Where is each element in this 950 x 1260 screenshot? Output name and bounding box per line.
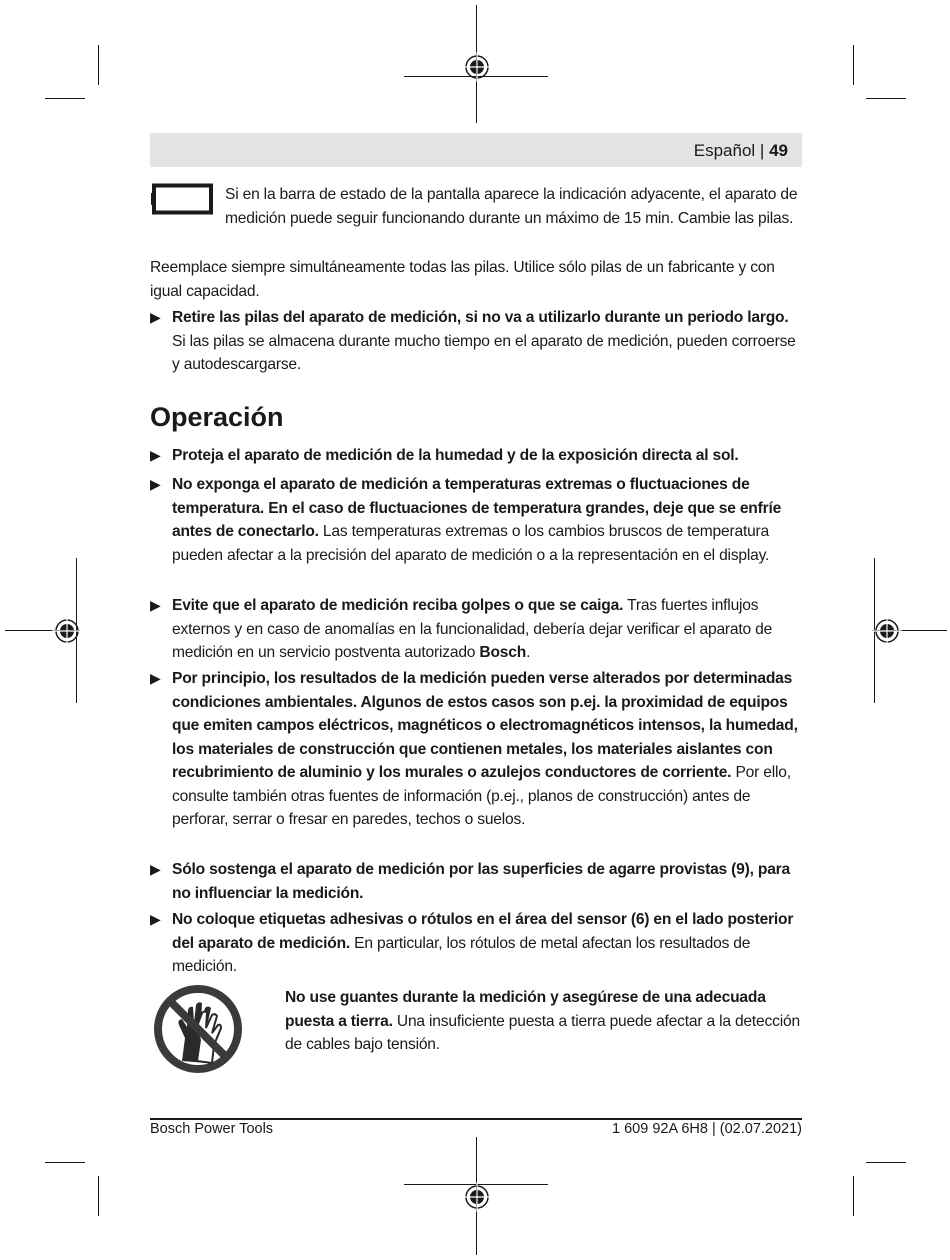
- footer-publisher: Bosch Power Tools: [150, 1121, 274, 1137]
- header-separator: |: [759, 141, 765, 160]
- list-item: [150, 908, 802, 979]
- list-item: [150, 858, 802, 905]
- bullet-text: Las temperaturas extremas o los cambios bruscos de temperatura pueden afectar a la precisión del aparato de medición o a la representación en el display.: [172, 523, 770, 564]
- section-title: Operación: [150, 402, 284, 432]
- crop-mark: [45, 1162, 85, 1163]
- registration-mark-right: [872, 616, 902, 646]
- gloves-note-body: Una insuficiente puesta a tierra puede afectar a la detección de cables bajo tensión.: [285, 1012, 800, 1053]
- bullet-text: En particular, los rótulos de metal afectan los resultados de medición.: [172, 934, 751, 975]
- list-item: [150, 594, 802, 665]
- bullet-bold-text: Sólo sostenga el aparato de medición por las superficies de agarre provistas (9), para no influenciar la medición.: [172, 861, 791, 902]
- list-item: [150, 444, 802, 468]
- crop-mark: [853, 1176, 854, 1216]
- crop-mark: [853, 45, 854, 85]
- battery-empty-icon: [151, 183, 215, 215]
- no-gloves-icon: [152, 983, 244, 1075]
- crop-mark: [98, 45, 99, 85]
- list-item: [150, 473, 802, 567]
- bullet-arrow-icon: ▶: [150, 861, 161, 877]
- registration-mark-left: [52, 616, 82, 646]
- crop-mark: [866, 98, 906, 99]
- crop-mark: [98, 1176, 99, 1216]
- crop-mark: [45, 98, 85, 99]
- header-language: Español: [693, 141, 756, 160]
- list-item: [150, 667, 802, 832]
- bullet-arrow-icon: ▶: [150, 309, 161, 325]
- crop-mark: [866, 1162, 906, 1163]
- header-text: [694, 141, 788, 161]
- brand-name: Bosch: [479, 644, 527, 661]
- bullet-text: Tras fuertes influjos externos y en caso de anomalías en la funcionalidad, debería dejar verificar el aparato de medición en un servicio postventa autorizado: [172, 597, 773, 661]
- bullet-bold-text: No coloque etiquetas adhesivas o rótulos en el área del sensor (6) en el lado posterior del aparato de medición.: [172, 911, 794, 952]
- bullet-bold-text: No exponga el aparato de medición a temperaturas extremas o fluctuaciones de temperatura. En el caso de fluctuaciones de temperatura grandes, deje que se enfríe antes de conectarlo.: [172, 476, 782, 540]
- bullet-arrow-icon: ▶: [150, 476, 161, 492]
- bullet-bold-text: Proteja el aparato de medición de la humedad y de la exposición directa al sol.: [172, 447, 739, 464]
- footer-document-id: 1 609 92A 6H8 | (02.07.2021): [612, 1121, 802, 1137]
- bullet-text: .: [526, 644, 531, 661]
- bullet-arrow-icon: ▶: [150, 670, 161, 686]
- bullet-bold-text: Evite que el aparato de medición reciba golpes o que se caiga.: [172, 597, 624, 614]
- page-header: [150, 133, 802, 167]
- bullet-text: Si las pilas se almacena durante mucho tiempo en el aparato de medición, pueden corroerse y autodescargarse.: [172, 332, 796, 373]
- registration-mark-top: [462, 52, 492, 82]
- bullet-bold-text: Retire las pilas del aparato de medición, si no va a utilizarlo durante un periodo largo.: [172, 309, 789, 326]
- bullet-bold-text: Por principio, los resultados de la medición pueden verse alterados por determinadas condiciones ambientales. Algunos de estos casos son p.ej. la proximidad de equipos que emiten campos eléctricos, magnéticos o electromagnéticos intensos, la humedad, los materiales de construcción que contienen metales, los materiales aislantes con recubrimiento de aluminio y los murales o azulejos conductores de corriente.: [172, 670, 798, 781]
- battery-note-text: Si en la barra de estado de la pantalla aparece la indicación adyacente, el aparato de medición puede seguir funcionando durante un máximo de 15 min. Cambie las pilas.: [225, 186, 798, 227]
- bullet-arrow-icon: ▶: [150, 597, 161, 613]
- battery-removal-bullet: [150, 306, 802, 377]
- bullet-arrow-icon: ▶: [150, 911, 161, 927]
- footer-divider: [150, 1118, 802, 1120]
- bullet-text: Por ello, consulte también otras fuentes de información (p.ej., planos de construcción) antes de perforar, serrar o fresar en paredes, techos o suelos.: [172, 764, 791, 828]
- gloves-note-text: [285, 986, 803, 1057]
- replace-batteries-paragraph: Reemplace siempre simultáneamente todas las pilas. Utilice sólo pilas de un fabricante y con igual capacidad.: [150, 259, 775, 300]
- bullet-arrow-icon: ▶: [150, 447, 161, 463]
- gloves-note-bold: No use guantes durante la medición y asegúrese de una adecuada puesta a tierra.: [285, 989, 766, 1030]
- page-number: 49: [769, 141, 788, 160]
- registration-mark-bottom: [462, 1182, 492, 1212]
